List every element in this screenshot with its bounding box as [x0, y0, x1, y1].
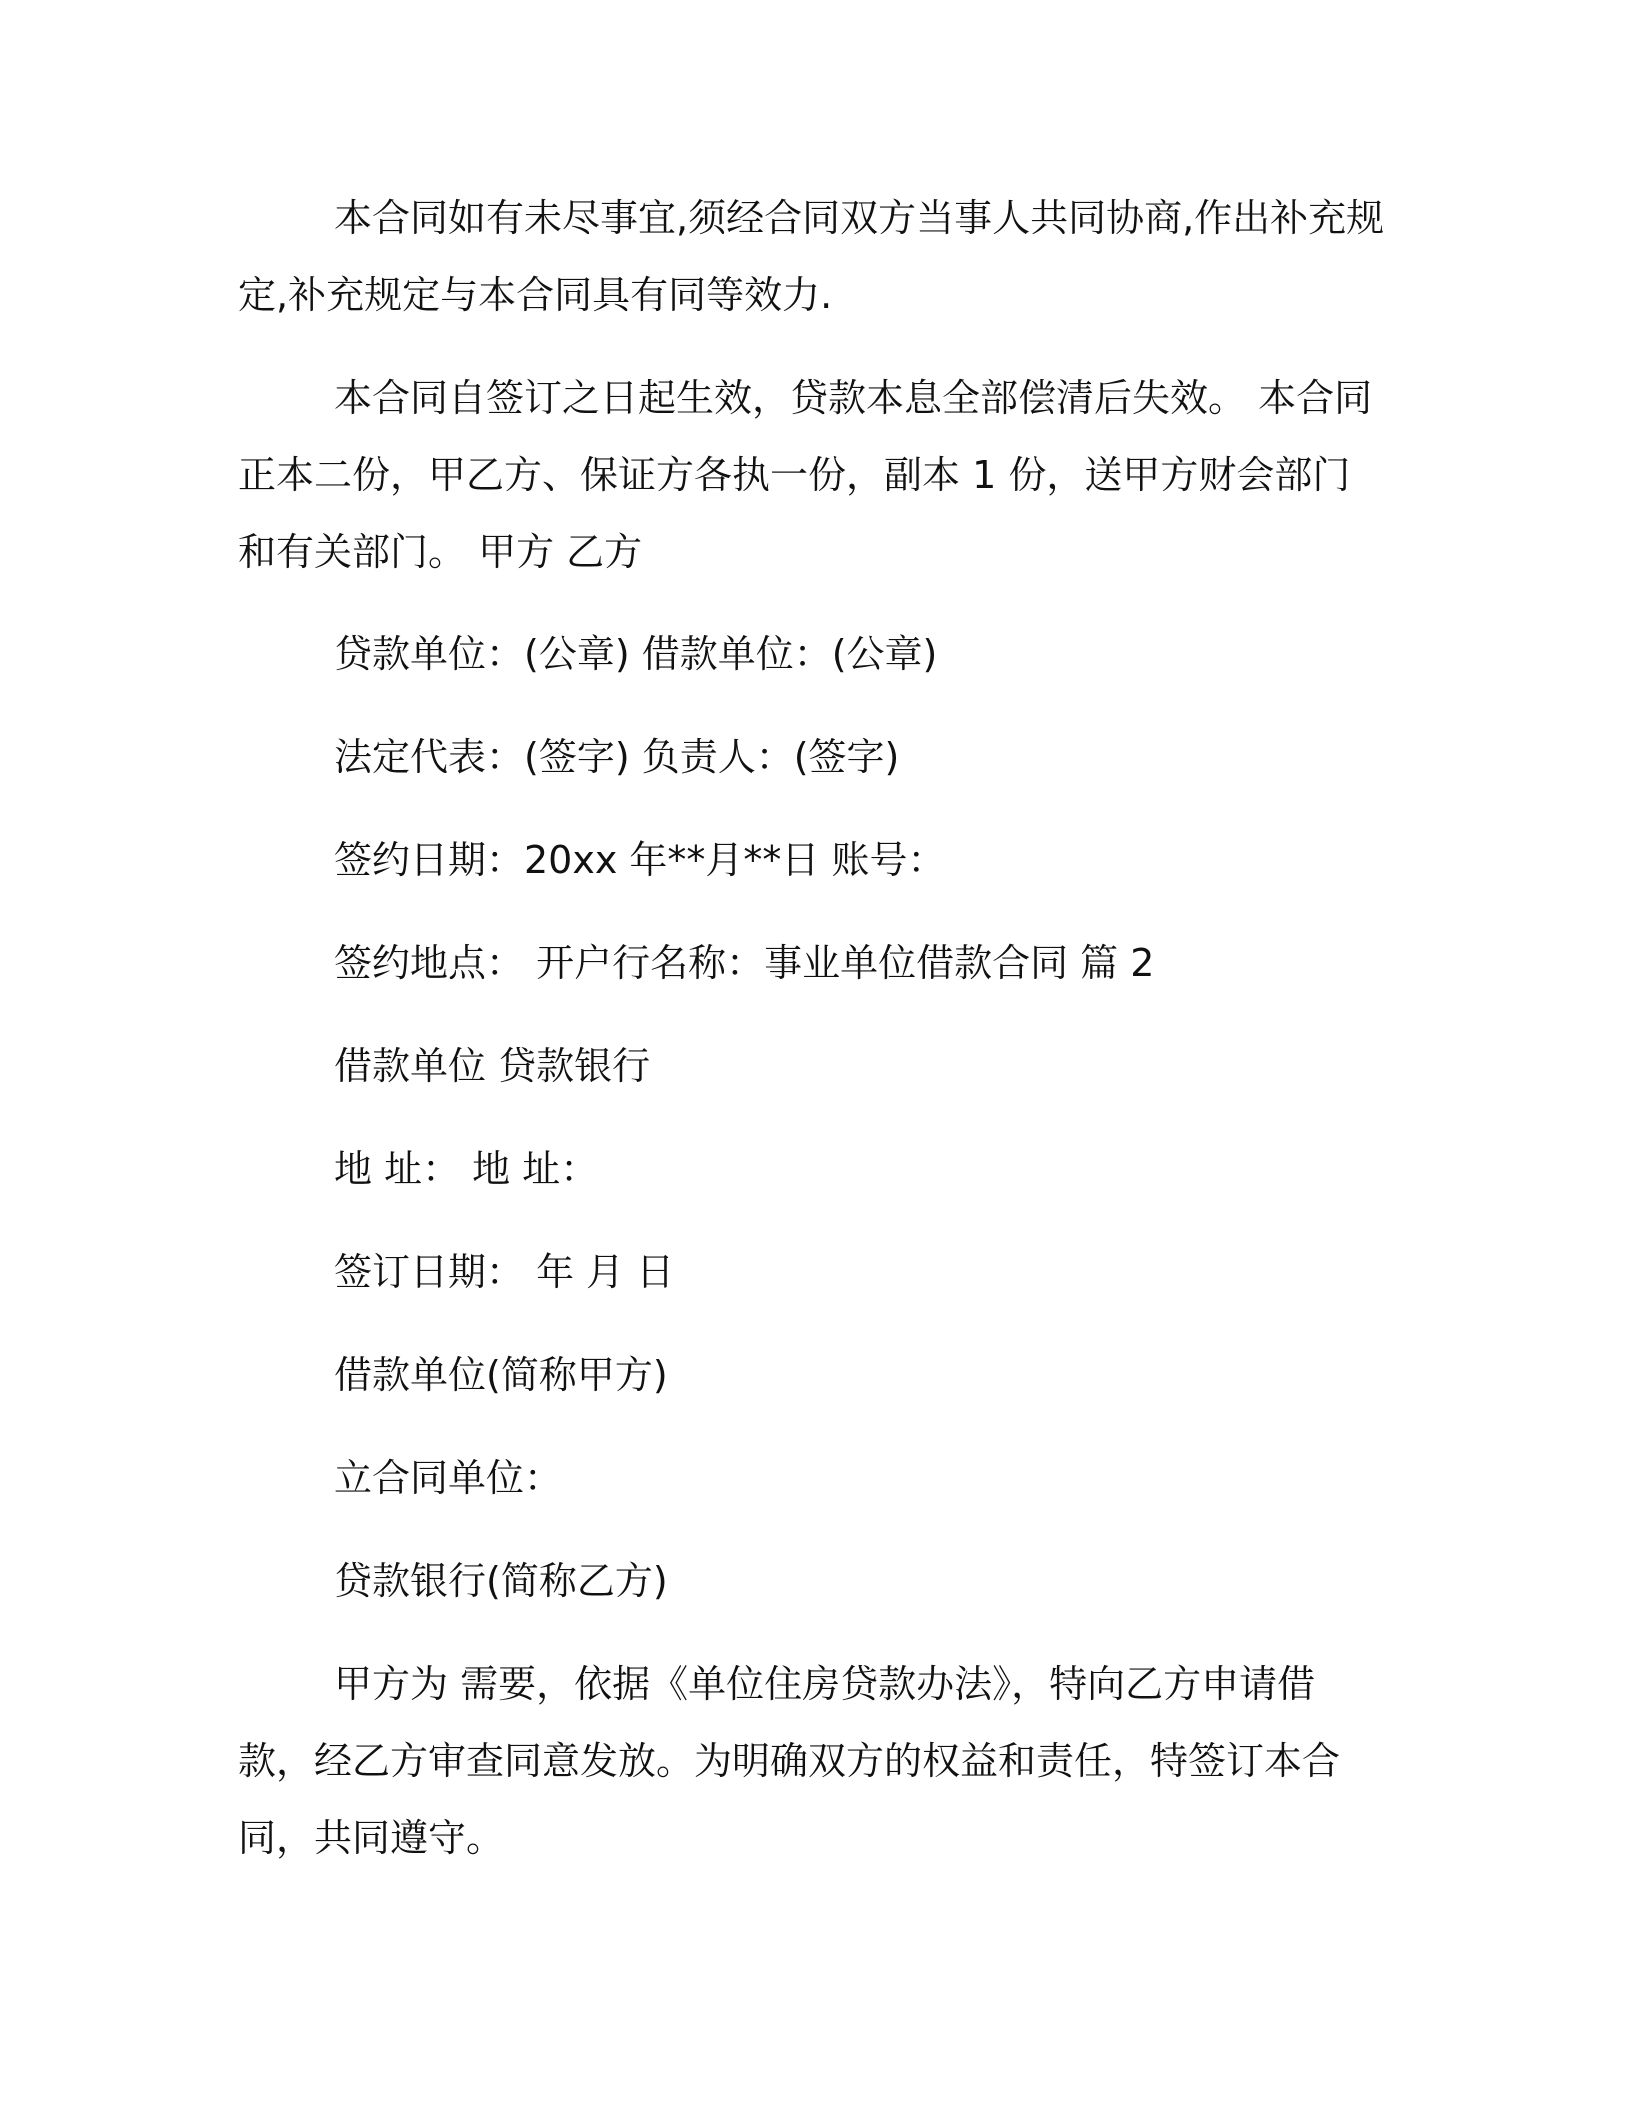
paragraph-supplement-clause: 本合同如有未尽事宜,须经合同双方当事人共同协商,作出补充规定,补充规定与本合同具有同等效力. — [238, 196, 1385, 317]
line-signing-date: 签约日期：20xx 年**月**日 账号： — [334, 838, 946, 882]
line-lender-party-b: 贷款银行(简称乙方) — [334, 1559, 668, 1603]
paragraph-effective-clause: 本合同自签订之日起生效，贷款本息全部偿清后失效。 本合同正本二份，甲乙方、保证方各执一份，副本 1 份，送甲方财会部门和有关部门。 甲方 乙方 — [238, 376, 1373, 574]
line-sign-date: 签订日期： 年 月 日 — [334, 1250, 675, 1294]
line-contracting-unit: 立合同单位： — [334, 1456, 563, 1500]
line-signing-place: 签约地点： 开户行名称：事业单位借款合同 篇 2 — [334, 941, 1155, 985]
line-address: 地 址： 地 址： — [334, 1147, 599, 1191]
line-lender-borrower-seal: 贷款单位：(公章) 借款单位：(公章) — [334, 632, 938, 676]
line-borrower-bank: 借款单位 贷款银行 — [334, 1044, 651, 1088]
line-legal-representative: 法定代表：(签字) 负责人：(签字) — [334, 735, 900, 779]
line-borrower-party-a: 借款单位(简称甲方) — [334, 1353, 668, 1397]
paragraph-loan-purpose: 甲方为 需要，依据《单位住房贷款办法》，特向乙方申请借款，经乙方审查同意发放。为明确双方的权益和责任，特签订本合同，共同遵守。 — [238, 1662, 1341, 1860]
